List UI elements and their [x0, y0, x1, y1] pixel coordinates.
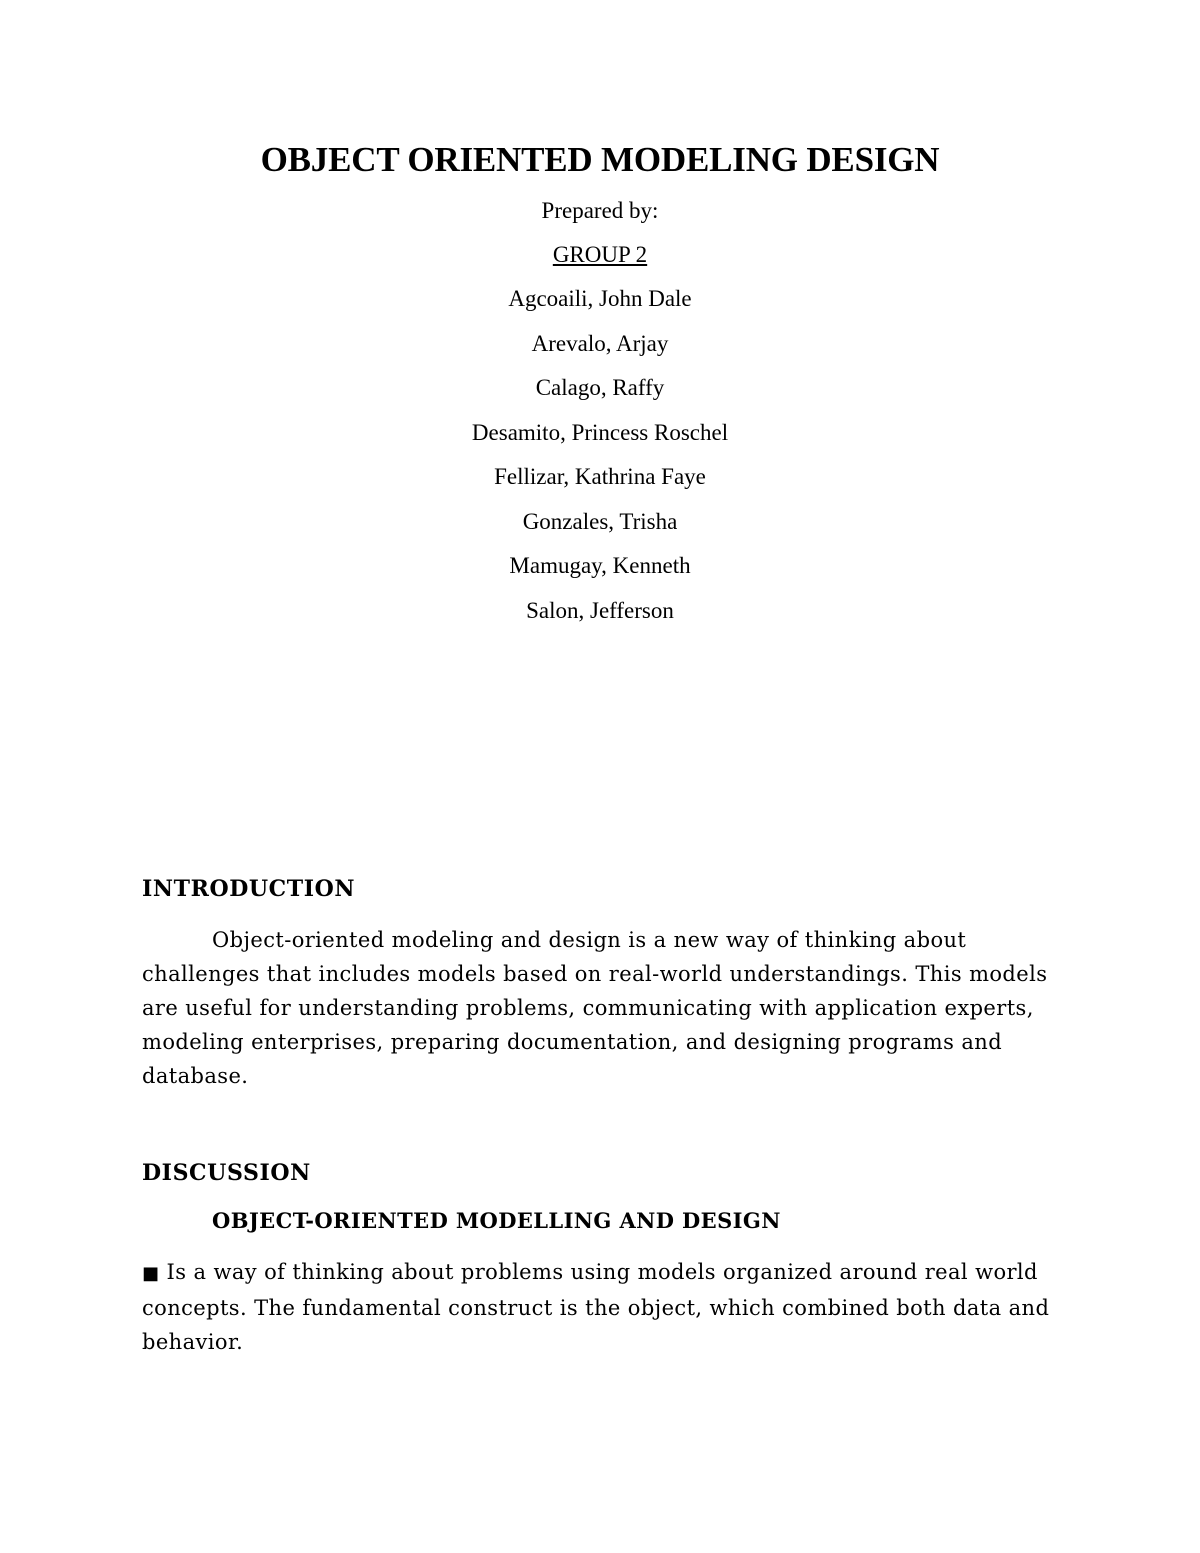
introduction-heading: INTRODUCTION: [142, 876, 356, 902]
member-name: Calago, Raffy: [535, 375, 665, 400]
discussion-subheading: OBJECT-ORIENTED MODELLING AND DESIGN: [212, 1208, 781, 1233]
discussion-section: [142, 1157, 1057, 1359]
member-name: Desamito, Princess Roschel: [471, 419, 729, 445]
introduction-paragraph: Object-oriented modeling and design is a new way of thinking about challenges that includes models based on real-world understandings. This models are useful for understanding problems, communicating with application experts, modeling enterprises, preparing documentation, and designing programs and database.: [142, 928, 1048, 1088]
member-name: Gonzales, Trisha: [522, 508, 678, 534]
document-title: OBJECT ORIENTED MODELING DESIGN: [260, 140, 940, 179]
member-name: Mamugay, Kenneth: [509, 553, 691, 578]
prepared-by-label: Prepared by:: [541, 198, 659, 223]
discussion-bullet-item: [142, 1255, 1057, 1359]
member-name: Agcoaili, John Dale: [508, 286, 692, 311]
member-name: Arevalo, Arjay: [531, 330, 669, 356]
member-list: [0, 282, 1200, 628]
discussion-heading: DISCUSSION: [142, 1160, 311, 1186]
member-name: Salon, Jefferson: [526, 597, 674, 623]
square-bullet-icon: ■: [142, 1263, 160, 1284]
group-name: GROUP 2: [552, 242, 648, 267]
introduction-section: [142, 873, 1057, 1093]
member-name: Fellizar, Kathrina Faye: [494, 464, 706, 489]
bullet-text: Is a way of thinking about problems using models organized around real world concepts. The fundamental construct is the object, which combined both data and behavior.: [142, 1260, 1050, 1354]
title-block: [0, 138, 1200, 638]
